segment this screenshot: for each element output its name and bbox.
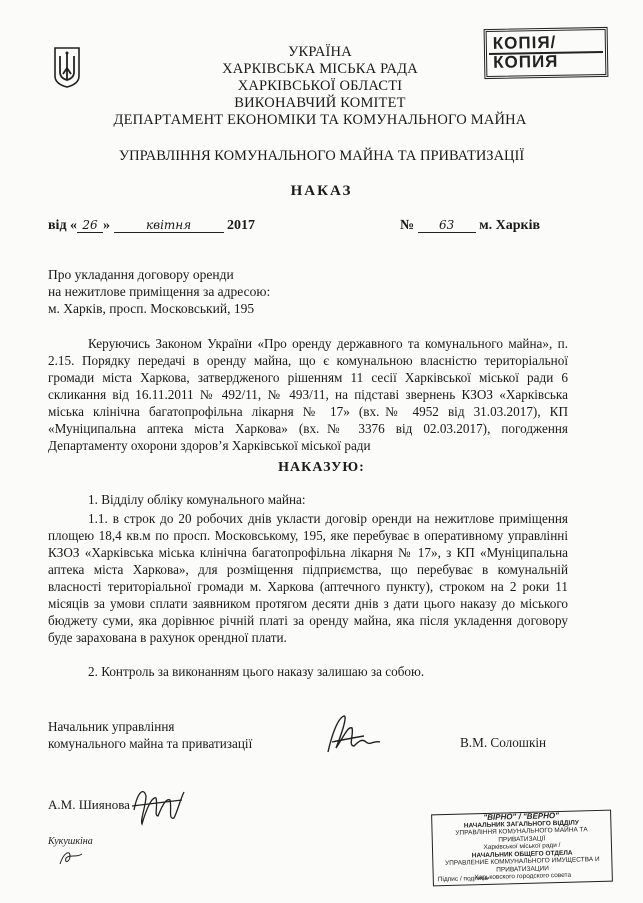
subject-line3: м. Харків, просп. Московський, 195 bbox=[48, 301, 255, 316]
subject-line2: на нежитлове приміщення за адресою: bbox=[48, 284, 271, 299]
preamble bbox=[48, 335, 568, 454]
certified-copy-stamp bbox=[431, 810, 613, 887]
order-item-2: 2. Контроль за виконанням цього наказу залишаю за собою. bbox=[88, 664, 425, 679]
department-name: УПРАВЛІННЯ КОМУНАЛЬНОГО МАЙНА ТА ПРИВАТИЗАЦІЇ bbox=[118, 148, 525, 164]
verno-line6: Харьковского городского совета bbox=[474, 871, 572, 882]
copy-stamp-line1: КОПІЯ/ bbox=[492, 32, 557, 53]
order-subject bbox=[48, 266, 270, 317]
copy-stamp bbox=[484, 27, 609, 79]
signatory-name: В.М. Солошкін bbox=[460, 735, 547, 750]
header-executive-committee: ВИКОНАВЧИЙ КОМІТЕТ bbox=[234, 95, 406, 111]
header-department: ДЕПАРТАМЕНТ ЕКОНОМІКИ ТА КОМУНАЛЬНОГО МАЙНА bbox=[113, 112, 527, 128]
order-item-1-1: 1.1. в строк до 20 робочих днів укласти договір оренди на нежитлове приміщення площею 18,4 кв.м по просп. Московському, 195, яке перебуває в оперативному управлінні КЗОЗ «Харківська міська клінічна багатопрофільна лікарня № 17», з КП «Муніципальна аптека міста Харкова», для розміщення підприємства, що перебуває в комунальній власності територіальної громади м. Харкова (аптечного пункту), строком на 2 роки 11 місяців за умови сплати заявником протягом десяти днів з дати цього наказу до міського бюджету суми, яка дорівнює річній платі за оренду майна, яка після укладення договору буде зарахована в рахунок орендної плати. bbox=[48, 511, 568, 645]
verno-line2: УПРАВЛІННЯ КОМУНАЛЬНОГО МАЙНА ТА ПРИВАТИЗАЦІЇ bbox=[455, 826, 588, 844]
signatory-title-line1: Начальник управління bbox=[48, 719, 175, 734]
header-region: ХАРКІВСЬКОЇ ОБЛАСТІ bbox=[237, 78, 403, 94]
order-word: НАКАЗУЮ: bbox=[278, 460, 365, 475]
header-country: УКРАЇНА bbox=[288, 44, 352, 60]
verno-line1: НАЧАЛЬНИК ЗАГАЛЬНОГО ВІДДІЛУ bbox=[463, 819, 579, 830]
head-signature bbox=[318, 712, 388, 760]
verno-line3: Харківської міської ради / bbox=[483, 841, 561, 852]
executor-name: А.М. Шиянова bbox=[48, 797, 130, 812]
verno-title: "ВІРНО" / "ВЕРНО" bbox=[483, 811, 560, 822]
verno-footer: Підпис / подпись bbox=[437, 874, 489, 883]
executor-signature bbox=[128, 780, 188, 830]
date-close-quote: » bbox=[103, 218, 111, 233]
order-item-1: 1. Відділу обліку комунального майна: bbox=[88, 492, 306, 507]
verno-line4: НАЧАЛЬНИК ОБЩЕГО ОТДЕЛА bbox=[471, 849, 573, 859]
preamble-text: Керуючись Законом України «Про оренду державного та комунального майна», п. 2.15. Порядку передачі в оренду майна, що є комунальною власністю територіальної громади міста Харкова, затвердженого рішенням 11 сесії Харківської міської ради 6 скликання від 16.11.2011 № 492/11, № 493/11, на підставі звернень КЗОЗ «Харківська міська клінічна багатопрофільна лікарня № 17» (вх.№ 4952 від 31.03.2017), КП «Муніципальна аптека міста Харкова» (вх.№ 3376 від 02.03.2017), погодження Департаменту охорони здоров’я Харківської міської ради bbox=[48, 336, 568, 453]
date-month: квітня bbox=[114, 219, 224, 233]
document-title: НАКАЗ bbox=[290, 183, 353, 199]
executor-second-name: Кукушкіна bbox=[48, 836, 93, 847]
order-place: м. Харків bbox=[479, 218, 541, 233]
copy-stamp-line2: КОПИЯ bbox=[492, 51, 559, 72]
signatory-title-line2: комунального майна та приватизації bbox=[48, 736, 253, 751]
header-city-council: ХАРКІВСЬКА МІСЬКА РАДА bbox=[222, 61, 418, 77]
executor-initials-signature bbox=[56, 846, 86, 868]
order-date bbox=[48, 218, 255, 234]
date-prefix: від « bbox=[48, 218, 78, 233]
signatory-title bbox=[48, 718, 252, 752]
order-number bbox=[400, 218, 540, 234]
verno-line5: УПРАВЛЕНИЕ КОММУНАЛЬНОГО ИМУЩЕСТВА И ПРИВАТИЗАЦИИ bbox=[444, 855, 600, 874]
subject-line1: Про укладання договору оренди bbox=[48, 267, 234, 282]
coat-of-arms-icon bbox=[52, 46, 82, 88]
number-prefix: № bbox=[400, 218, 415, 233]
date-day: 26 bbox=[77, 219, 103, 233]
number-value: 63 bbox=[418, 219, 476, 233]
date-year: 2017 bbox=[227, 218, 256, 233]
order-items bbox=[48, 491, 568, 680]
